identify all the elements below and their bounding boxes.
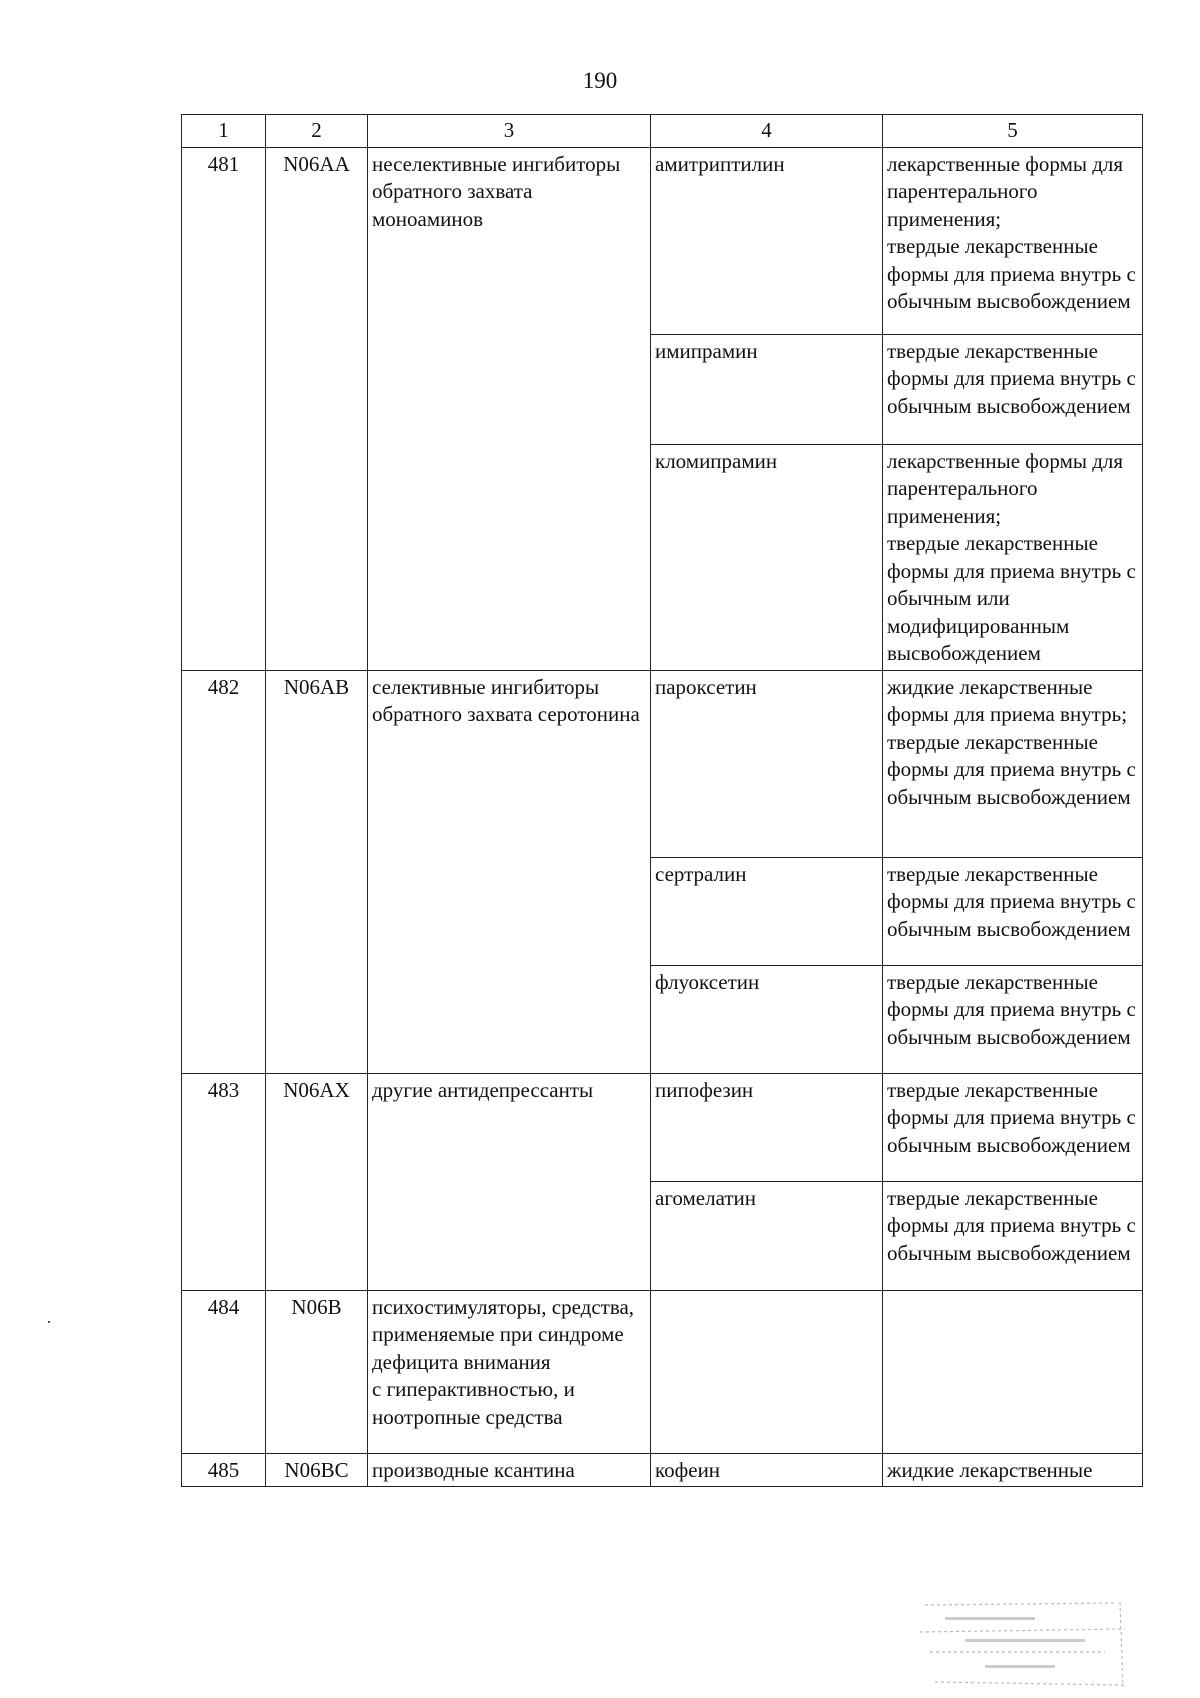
page-number: 190 [582,68,618,93]
dosage-form-line: твердые лекарственные формы для приема внутрь с обычным или модифицированным высвобождением [887,531,1136,665]
atc-group-name: селективные ингибиторы обратного захвата серотонина [368,670,651,1073]
drug-name: амитриптилин [651,147,883,334]
row-number: 481 [182,147,266,670]
row-number: 483 [182,1073,266,1290]
atc-code: N06AX [266,1073,368,1290]
table-row [182,1290,1143,1453]
atc-group-name [368,1290,651,1453]
dosage-form-line: жидкие лекарственные [887,1457,1093,1482]
faded-stamp [905,1597,1130,1692]
drug-name [651,1290,883,1453]
drug-name: агомелатин [651,1181,883,1290]
drug-name: сертралин [651,857,883,965]
header-row [182,115,1143,148]
dosage-form-line: твердые лекарственные формы для приема внутрь с обычным высвобождением [887,969,1136,1049]
dosage-forms [883,147,1143,334]
row-number: 482 [182,670,266,1073]
column-header: 5 [883,115,1143,148]
dosage-forms [883,1073,1143,1181]
dosage-forms [883,1290,1143,1453]
drug-name: кофеин [651,1453,883,1487]
dosage-form-line: лекарственные формы для парентерального применения; [887,448,1124,528]
table-row [182,1073,1143,1181]
atc-code: N06AA [266,147,368,670]
drug-name: имипрамин [651,334,883,444]
atc-group-name: неселективные ингибиторы обратного захвата моноаминов [368,147,651,670]
dosage-form-line: твердые лекарственные формы для приема внутрь с обычным высвобождением [887,1077,1136,1157]
dosage-forms [883,670,1143,857]
table-row [182,670,1143,857]
atc-code: N06BC [266,1453,368,1487]
drug-table [181,114,1143,1487]
row-number: 484 [182,1290,266,1453]
dosage-forms [883,1453,1143,1487]
row-number: 485 [182,1453,266,1487]
atc-code: N06AB [266,670,368,1073]
drug-name: кломипрамин [651,444,883,670]
dosage-form-line: твердые лекарственные формы для приема внутрь с обычным высвобождением [887,338,1136,418]
column-header: 2 [266,115,368,148]
dosage-forms [883,965,1143,1073]
group-name-line: с гиперактивностью, и ноотропные средства [372,1377,575,1429]
drug-name: пипофезин [651,1073,883,1181]
drug-name: флуоксетин [651,965,883,1073]
drug-name: пароксетин [651,670,883,857]
column-header: 4 [651,115,883,148]
dosage-forms [883,1181,1143,1290]
atc-group-name: другие антидепрессанты [368,1073,651,1290]
atc-group-name: производные ксантина [368,1453,651,1487]
dosage-forms [883,444,1143,670]
dosage-form-line: твердые лекарственные формы для приема внутрь с обычным высвобождением [887,729,1136,809]
dosage-form-line: жидкие лекарственные формы для приема внутрь; [887,674,1128,726]
column-header: 1 [182,115,266,148]
table-body [182,147,1143,1487]
atc-code: N06B [266,1290,368,1453]
dosage-form-line: твердые лекарственные формы для приема внутрь с обычным высвобождением [887,1185,1136,1265]
dosage-forms [883,334,1143,444]
scan-speck [48,1321,50,1323]
table-row [182,1453,1143,1487]
dosage-form-line: твердые лекарственные формы для приема внутрь с обычным высвобождением [887,234,1136,313]
dosage-forms [883,857,1143,965]
dosage-form-line: твердые лекарственные формы для приема внутрь с обычным высвобождением [887,861,1136,941]
dosage-form-line: лекарственные формы для парентерального применения; [887,151,1124,231]
group-name-line: психостимуляторы, средства, применяемые при синдроме дефицита внимания [372,1294,635,1374]
table-row [182,147,1143,334]
column-header: 3 [368,115,651,148]
